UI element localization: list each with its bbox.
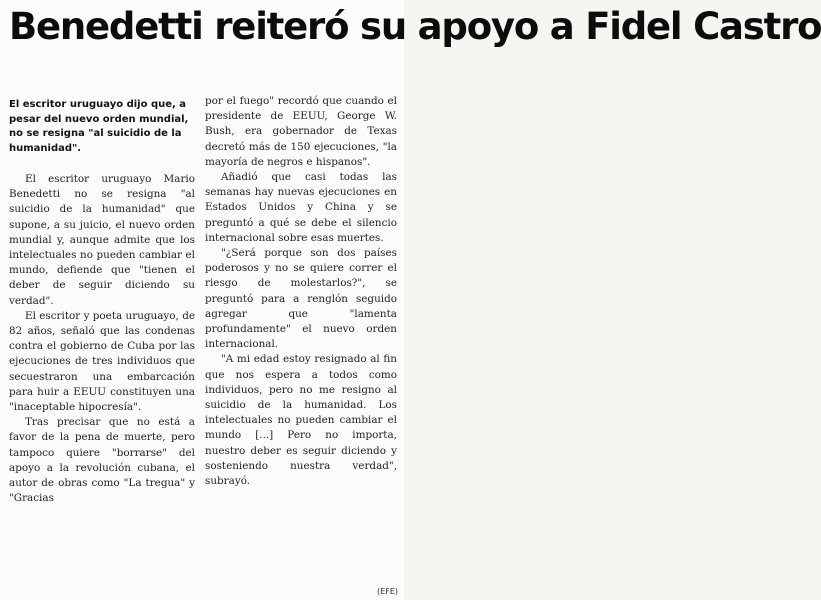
headline: Benedetti reiteró su apoyo a Fidel Castro: [9, 5, 821, 48]
body-paragraph: Tras precisar que no está a favor de la pena de muerte, pero tampoco quiere "borrarse" del apoyo a la revolución cubana, el autor de obras como "La tregua" y "Gracias: [9, 416, 195, 505]
body-paragraph: por el fuego" recordó que cuando el presidente de EEUU, George W. Bush, era gobernador de Texas decretó más de 150 ejecuciones, "la mayoría de negros e hispanos".: [205, 95, 397, 168]
body-paragraph: Añadió que casi todas las semanas hay nuevas ejecuciones en Estados Unidos y China y se preguntó a qué se debe el silencio internacional sobre esas muertes.: [205, 171, 397, 244]
lead-paragraph: El escritor uruguayo dijo que, a pesar del nuevo orden mundial, no se resigna "al suicidio de la humanidad".: [9, 99, 189, 154]
body-paragraph: El escritor y poeta uruguayo, de 82 años, señaló que las condenas contra el gobierno de Cuba por las ejecuciones de tres individuos que secuestraron una embarcación para huir a EEUU constituyen una "inaceptable hipocresía".: [9, 309, 195, 414]
body-paragraph: El escritor uruguayo Mario Benedetti no se resigna "al suicidio de la humanidad" que supone, a su juicio, el nuevo orden mundial y, aunque admite que los intelectuales no pueden cambiar el mundo, defiende que "tienen el deber de seguir diciendo su verdad".: [9, 173, 195, 307]
left-column: [9, 98, 195, 506]
right-column: [205, 94, 397, 489]
agency-signature: (EFE): [377, 587, 398, 596]
body-paragraph: "¿Será porque son dos países poderosos y no se quiere correr el riesgo de molestarlos?", se preguntó para a renglón seguido agregar que "lamenta profundamente" el nuevo orden internacional.: [205, 247, 397, 351]
body-paragraph: "A mi edad estoy resignado al fin que nos espera a todos como individuos, pero no me resigno al suicidio de la humanidad. Los intelectuales no pueden cambiar el mundo [...] Pero no importa, nuestro deber es seguir diciendo y sosteniendo nuestra verdad", subrayó.: [205, 353, 397, 488]
